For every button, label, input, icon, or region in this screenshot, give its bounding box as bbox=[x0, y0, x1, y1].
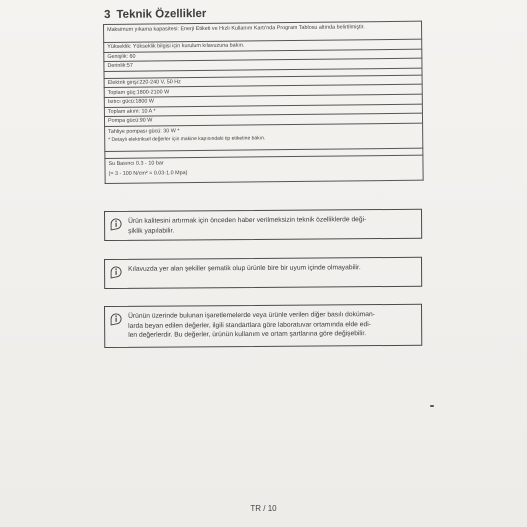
spec-water-pressure-label: Su Basıncı 0.3 - 10 bar bbox=[108, 160, 164, 167]
section-title: Teknik Özellikler bbox=[116, 7, 207, 21]
spec-row-heater-power: Isıtıcı gücü:1800 W bbox=[104, 94, 422, 107]
spec-row-drain-pump bbox=[105, 123, 423, 151]
notice-box-declared-values bbox=[104, 304, 422, 348]
spec-row-water-pressure bbox=[105, 155, 423, 183]
notice-box-technical-changes bbox=[104, 209, 422, 241]
notice-text bbox=[128, 310, 417, 341]
section-number: 3 bbox=[104, 8, 111, 21]
spec-drain-pump-label: Tahliye pompası gücü: 30 W * bbox=[108, 127, 180, 135]
notice-line: şiklik yapılabilir. bbox=[128, 227, 175, 235]
info-icon bbox=[110, 266, 122, 279]
notice-line: larda beyan edilen değerler, ilgili standartlara göre laboratuvar ortamında elde edi- bbox=[128, 320, 371, 330]
notice-box-schematic-figures bbox=[104, 257, 422, 289]
info-icon bbox=[110, 313, 122, 326]
spec-row-total-power: Toplam güç:1800-2100 W bbox=[104, 85, 422, 98]
info-icon bbox=[110, 218, 122, 231]
spec-row-capacity: Maksimum yıkama kapasitesi: Enerji Etiketi ve Hızlı Kullanım Kartı'nda Program Tablosu altında belirtilmiştir. bbox=[104, 21, 422, 42]
notice-line: Ürün kalitesini artırmak için önceden haber verilmeksizin teknik özelliklerde deği- bbox=[128, 216, 367, 225]
spec-row-total-current: Toplam akım: 10 A * bbox=[104, 104, 422, 117]
spec-footnote: * Detaylı elektriksel değerler için makine kapısındaki tip etiketine bakın. bbox=[108, 135, 266, 143]
spec-row-width: Genişlik: 60 bbox=[104, 49, 422, 62]
spec-row-power-input: Elektrik girişi:220-240 V, 50 Hz bbox=[104, 75, 422, 88]
notice-text bbox=[128, 263, 417, 275]
page-number: TR / 10 bbox=[250, 504, 277, 513]
spec-row-height: Yükseklik: Yükseklik bilgisi için kurulum kılavuzuna bakın. bbox=[104, 39, 422, 52]
spec-row-depth: Derinlik:57 bbox=[104, 58, 422, 71]
print-speck bbox=[430, 405, 434, 407]
notice-line: Kılavuzda yer alan şekiller şematik olup ürünle bire bir uyum içinde olmayabilir. bbox=[128, 264, 361, 273]
notice-text bbox=[128, 215, 417, 236]
spec-water-pressure-units: (= 3 - 100 N/cm² = 0.03-1.0 Mpa) bbox=[108, 169, 188, 177]
notice-line: len değerlerdir. Bu değerler, ürünün kullanım ve ortam şartlarına göre değişebilir. bbox=[128, 330, 367, 340]
spec-table bbox=[103, 21, 424, 184]
spec-row-pump-power: Pompa gücü:90 W bbox=[104, 113, 422, 126]
notice-line: Ürünün üzerinde bulunan işaretlemelerde veya ürünle verilen diğer basılı doküman- bbox=[128, 311, 375, 320]
section-heading bbox=[104, 8, 206, 21]
